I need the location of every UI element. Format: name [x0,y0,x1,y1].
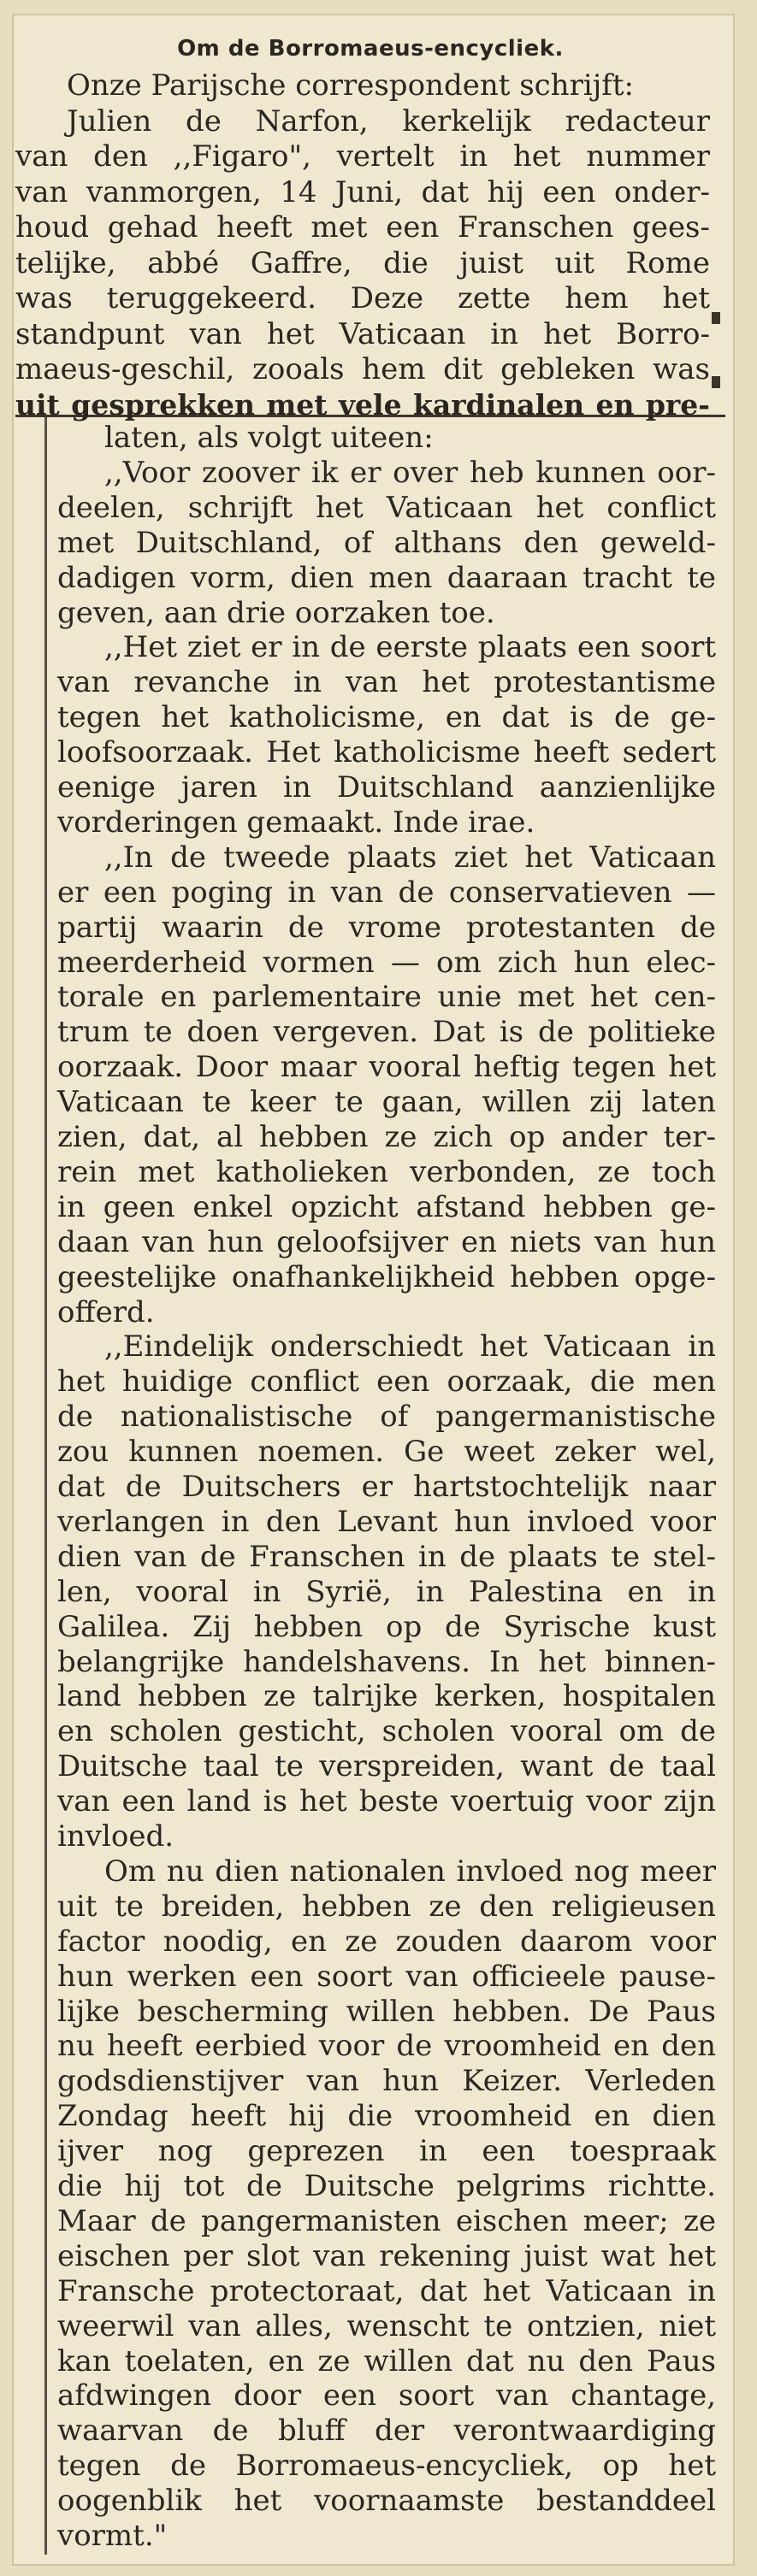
text-line: meerderheid vormen — om zich hun elec- [57,945,716,980]
text-line: het huidige conflict een oorzaak, die men [57,1365,716,1400]
text-line: offerd. [57,1294,155,1329]
text-line: invloed. [57,1819,174,1854]
text-line: met Duitschland, of althans den geweld- [57,525,716,560]
text-line: dat de Duitschers er hartstochtelijk naar [57,1470,716,1504]
text-line: vorderingen gemaakt. Inde irae. [57,805,535,840]
text-line: standpunt van het Vaticaan in het Borro- [15,316,710,351]
text-line: Om nu dien nationalen invloed nog meer [104,1854,716,1889]
text-line: die hij tot de Duitsche pelgrims richtte. [57,2169,716,2203]
text-line: uit te breiden, hebben ze den religieusen [57,1889,716,1924]
text-line: lijke bescherming willen hebben. De Paus [57,1994,716,2029]
text-line: Onze Parijsche correspondent schrijft: [67,68,634,103]
text-line: uit gesprekken met vele kardinalen en pre- [15,387,710,421]
text-line: Vaticaan te keer te gaan, willen zij laten [57,1085,716,1120]
text-line: godsdienstijver van hun Keizer. Verleden [57,2064,716,2099]
text-line: verlangen in den Levant hun invloed voor [57,1504,716,1539]
text-line: oogenblik het voornaamste bestanddeel [57,2484,716,2519]
text-line: nu heeft eerbied voor de vroomheid en den [57,2029,716,2064]
text-line: deelen, schrijft het Vaticaan het conflict [57,490,716,525]
text-line: Maar de pangermanisten eischen meer; ze [57,2203,716,2238]
text-line: en scholen gesticht, scholen vooral om de [57,1714,716,1749]
text-line: telijke, abbé Gaffre, die juist uit Rome [15,245,710,280]
text-line: factor noodig, en ze zouden daarom voor [57,1924,716,1959]
text-line: loofsoorzaak. Het katholicisme heeft sedert [57,735,716,770]
text-line: houd gehad heeft met een Franschen gees- [15,210,710,245]
text-line: ,,Eindelijk onderschiedt het Vaticaan in [104,1329,716,1365]
text-line: daan van hun geloofsijver en niets van hun [57,1224,716,1259]
text-line: van revanche in van het protestantisme [57,665,716,700]
text-line: de nationalistische of pangermanistische [57,1400,716,1435]
text-line: Galilea. Zij hebben op de Syrische kust [57,1609,716,1644]
text-line: van vanmorgen, 14 Juni, dat hij een onder- [15,174,710,209]
text-line: belangrijke handelshavens. In het binnen- [57,1644,716,1679]
text-line: maeus-geschil, zooals hem dit gebleken was [15,352,710,386]
text-line: dadigen vorm, dien men daaraan tracht te [57,560,716,595]
text-line: weerwil van alles, wenscht te ontzien, niet [57,2308,716,2343]
text-line: Zondag heeft hij die vroomheid en dien [57,2099,716,2134]
text-line: geestelijke onafhankelijkheid hebben opge- [57,1259,716,1294]
article-body-column [44,417,723,2555]
text-line: ,,Voor zoover ik er over heb kunnen oor- [104,455,716,490]
margin-mark [712,376,720,388]
text-line: ,,In de tweede plaats ziet het Vaticaan [104,840,716,875]
text-line: er een poging in van de conservatieven — [57,875,716,910]
text-line: tegen de Borromaeus-encycliek, op het [57,2449,716,2484]
article-header-block [15,26,725,421]
text-line: laten, als volgt uiteen: [104,421,434,455]
text-line: torale en parlementaire unie met het cen- [57,980,716,1015]
text-line: land hebben ze talrijke kerken, hospitalen [57,1679,716,1714]
text-line: ,,Het ziet er in de eerste plaats een soort [104,630,716,665]
text-line: van den ,,Figaro", vertelt in het nummer [15,139,710,174]
text-line: tegen het katholicisme, en dat is de ge- [57,700,716,735]
text-line: eischen per slot van rekening juist wat het [57,2238,716,2273]
text-line: geven, aan drie oorzaken toe. [57,595,495,630]
text-line: rein met katholieken verbonden, ze toch [57,1154,716,1189]
text-line: afdwingen door een soort van chantage, [57,2379,716,2414]
text-line: vormt." [57,2519,168,2553]
text-line: Julien de Narfon, kerkelijk redacteur [67,103,710,139]
text-line: zien, dat, al hebben ze zich op ander ter- [57,1120,716,1154]
text-line: trum te doen vergeven. Dat is de politieke [57,1015,716,1050]
margin-mark [712,312,720,324]
text-line: waarvan de bluff der verontwaardiging [57,2414,716,2449]
text-line: was teruggekeerd. Deze zette hem het [15,281,710,315]
text-line: kan toelaten, en ze willen dat nu den Paus [57,2343,716,2379]
text-line: eenige jaren in Duitschland aanzienlijke [57,770,716,805]
text-line: partij waarin de vrome protestanten de [57,910,716,945]
text-line: van een land is het beste voertuig voor zijn [57,1784,716,1819]
text-line: oorzaak. Door maar vooral heftig tegen het [57,1050,716,1085]
text-line: len, vooral in Syrië, in Palestina en in [57,1574,716,1609]
text-line: ijver nog geprezen in een toespraak [57,2134,716,2169]
text-line: dien van de Franschen in de plaats te stel- [57,1539,716,1574]
text-line: Duitsche taal te verspreiden, want de taal [57,1749,716,1784]
article-headline: Om de Borromaeus-encycliek. [177,36,564,62]
text-line: in geen enkel opzicht afstand hebben ge- [57,1189,716,1224]
text-line: hun werken een soort van officieele pause- [57,1959,716,1994]
text-line: zou kunnen noemen. Ge weet zeker wel, [57,1435,716,1470]
text-line: Fransche protectoraat, dat het Vaticaan in [57,2273,716,2308]
